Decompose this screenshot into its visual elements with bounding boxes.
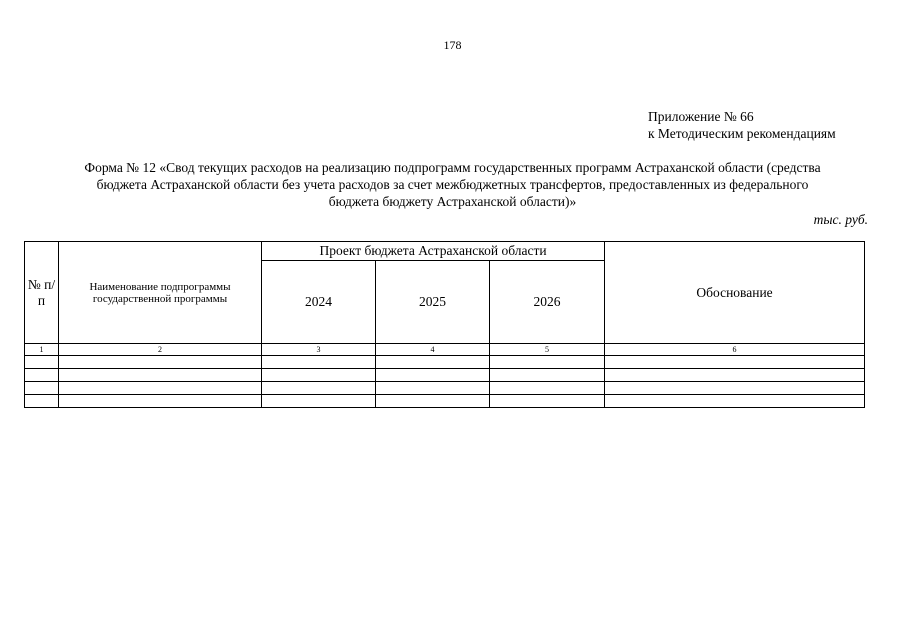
table-cell	[376, 356, 490, 369]
table-cell	[376, 382, 490, 395]
table-cell	[262, 369, 376, 382]
column-index-cell: 4	[376, 344, 490, 356]
table-cell	[262, 356, 376, 369]
units-label: тыс. руб.	[813, 212, 868, 227]
table-row	[25, 356, 865, 369]
appendix-line-1: Приложение № 66	[648, 109, 754, 124]
table-cell	[490, 395, 605, 408]
header-basis: Обоснование	[605, 242, 865, 344]
table-cell	[605, 395, 865, 408]
column-index-row	[25, 344, 865, 356]
appendix-block	[648, 108, 836, 142]
table-header-row	[25, 242, 865, 261]
header-year-2026: 2026	[490, 261, 605, 344]
table-row	[25, 395, 865, 408]
table-cell	[605, 382, 865, 395]
form-title-line-1: Форма № 12 «Свод текущих расходов на реализацию подпрограмм государственных программ Астраханской области (средства	[84, 160, 821, 175]
form-title-line-3: бюджета бюджету Астраханской области)»	[328, 194, 577, 209]
table-cell	[376, 369, 490, 382]
page-number: 178	[443, 38, 462, 52]
table-cell	[376, 395, 490, 408]
column-index-cell: 2	[59, 344, 262, 356]
table-cell	[605, 356, 865, 369]
column-index-cell: 3	[262, 344, 376, 356]
column-index-cell: 6	[605, 344, 865, 356]
table-row	[25, 369, 865, 382]
table-cell	[605, 369, 865, 382]
table-cell	[25, 356, 59, 369]
table-cell	[490, 382, 605, 395]
header-year-2025: 2025	[376, 261, 490, 344]
table-cell	[490, 356, 605, 369]
header-number: № п/п	[25, 242, 59, 344]
table-row	[25, 382, 865, 395]
appendix-line-2: к Методическим рекомендациям	[648, 126, 836, 141]
header-year-2024: 2024	[262, 261, 376, 344]
table-cell	[59, 382, 262, 395]
table-cell	[490, 369, 605, 382]
table-cell	[25, 382, 59, 395]
header-subprogram-name: Наименование подпрограммы государственной программы	[59, 242, 262, 344]
table-cell	[262, 395, 376, 408]
column-index-cell: 5	[490, 344, 605, 356]
header-budget-project: Проект бюджета Астраханской области	[262, 242, 605, 261]
table-cell	[59, 356, 262, 369]
form-title	[30, 159, 875, 210]
budget-table	[24, 241, 865, 408]
table-cell	[59, 369, 262, 382]
form-title-line-2: бюджета Астраханской области без учета расходов за счет межбюджетных трансфертов, предоставленных из федерального	[96, 177, 809, 192]
column-index-cell: 1	[25, 344, 59, 356]
table-cell	[25, 395, 59, 408]
table-cell	[25, 369, 59, 382]
table-cell	[262, 382, 376, 395]
table-cell	[59, 395, 262, 408]
